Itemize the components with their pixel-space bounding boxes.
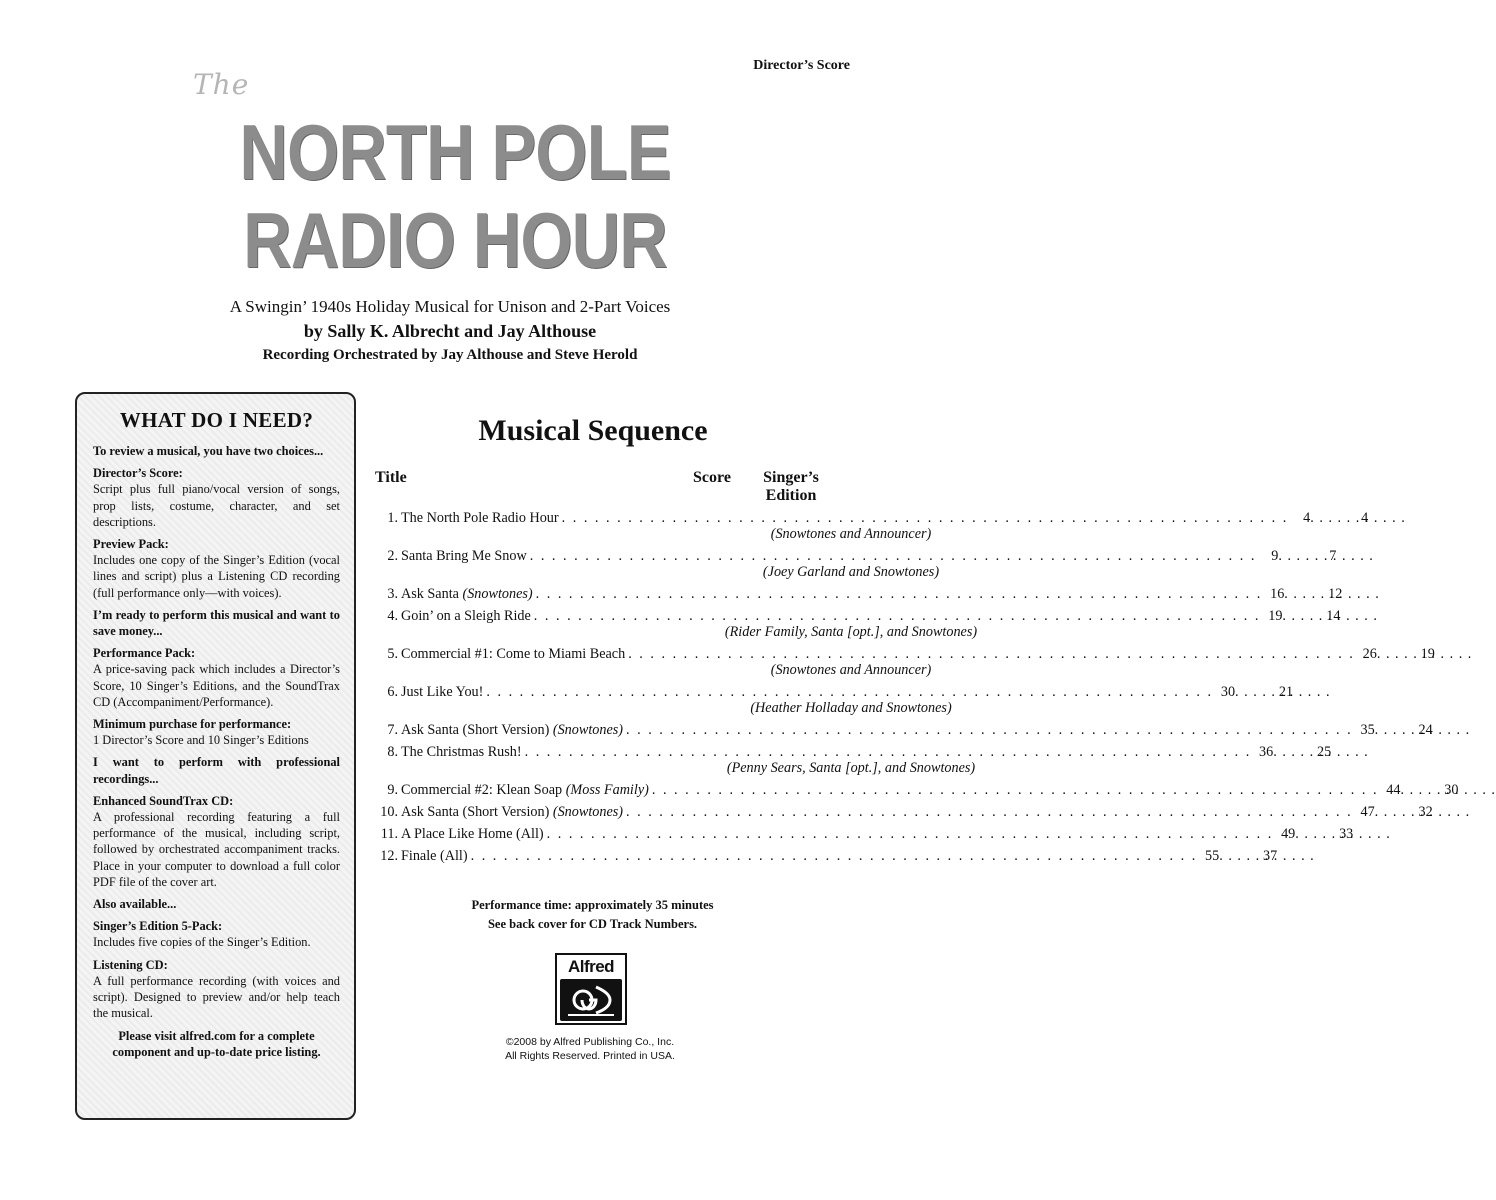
leader-dots — [559, 510, 1289, 526]
item-title — [398, 510, 559, 526]
item-credit: (Snowtones and Announcer) — [770, 662, 932, 678]
sequence-heading: Musical Sequence — [478, 414, 708, 447]
sequence-item — [375, 826, 1354, 842]
item-title — [398, 848, 468, 864]
leader-dots — [527, 548, 1257, 564]
preview-pack-text: Includes one copy of the Singer’s Edition (vocal lines and script) plus a Listening CD recording (full performance only—with voices). — [93, 553, 340, 600]
sequence-row — [375, 826, 1354, 842]
sequence-row — [375, 804, 1433, 820]
item-title-credit: (Snowtones) — [462, 586, 533, 602]
item-number: 9. — [387, 782, 398, 798]
item-singer-page: 32 — [1418, 804, 1433, 820]
directors-score-text: Script plus full piano/vocal version of songs, prop lists, costume, character, and set descriptions. — [93, 482, 340, 529]
sequence-item — [375, 608, 1341, 640]
item-title-text: Santa Bring Me Snow — [401, 548, 527, 564]
leader-dots — [649, 782, 1379, 798]
item-number: 12. — [380, 848, 398, 864]
leader-dots — [1278, 548, 1320, 564]
item-singer-page: 19 — [1420, 646, 1435, 662]
sequence-row — [375, 548, 1337, 564]
sequence-row — [375, 608, 1341, 624]
item-score-page: 47 — [1360, 804, 1375, 820]
sequence-item — [375, 722, 1433, 738]
sequence-row — [375, 646, 1435, 662]
item-score-page: 30 — [1220, 684, 1236, 700]
item-number: 7. — [387, 722, 398, 738]
sequence-list — [375, 510, 1459, 870]
column-singer-header: Singer’s Edition — [763, 469, 819, 504]
item-credit: (Snowtones and Announcer) — [770, 526, 932, 542]
sequence-item — [375, 684, 1294, 716]
minimum-purchase-text: 1 Director’s Score and 10 Singer’s Editions — [93, 733, 309, 748]
item-score-page: 44 — [1386, 782, 1401, 798]
item-score-page: 55 — [1205, 848, 1220, 864]
item-number: 10. — [380, 804, 398, 820]
performance-pack-heading: Performance Pack: — [93, 646, 196, 661]
what-do-i-need-box — [75, 392, 356, 1120]
item-number: 4. — [387, 608, 398, 624]
item-number: 1. — [387, 510, 398, 526]
enhanced-soundtrax-heading: Enhanced SoundTrax CD: — [93, 793, 234, 808]
item-title-text: Just Like You! — [401, 684, 484, 700]
sequence-item — [375, 548, 1337, 580]
leader-dots — [1219, 848, 1261, 864]
leader-dots — [1295, 826, 1337, 842]
leader-dots — [1375, 804, 1417, 820]
leader-dots — [625, 646, 1355, 662]
item-title — [398, 722, 623, 738]
sequence-row — [375, 684, 1294, 700]
column-title-header: Title — [375, 469, 407, 486]
sequence-row — [375, 510, 1369, 526]
item-credit: (Heather Holladay and Snowtones) — [750, 700, 952, 716]
leader-dots — [531, 608, 1261, 624]
item-title-text: A Place Like Home (All) — [401, 826, 544, 842]
item-title — [398, 782, 649, 798]
item-title-credit: (Snowtones) — [552, 804, 624, 820]
leader-dots — [1235, 684, 1277, 700]
leader-dots — [533, 586, 1263, 602]
leader-dots — [623, 722, 1353, 738]
item-score-page: 19 — [1268, 608, 1283, 624]
minimum-purchase-heading: Minimum purchase for performance: — [93, 717, 292, 732]
column-score-header: Score — [693, 469, 731, 486]
leader-dots — [468, 848, 1198, 864]
logo-wordmark: Alfred — [567, 957, 615, 976]
performance-time: Performance time: approximately 35 minutes — [471, 898, 714, 912]
leader-dots — [1282, 608, 1324, 624]
sequence-item — [375, 744, 1332, 776]
item-title-text: The North Pole Radio Hour — [401, 510, 559, 526]
item-title-text: Ask Santa (Short Version) — [401, 804, 550, 820]
item-number: 6. — [387, 684, 398, 700]
sequence-item — [375, 804, 1433, 820]
item-score-page: 16 — [1270, 586, 1285, 602]
title-line-2: RADIO HOUR — [243, 196, 667, 284]
corner-label: Director’s Score — [753, 58, 850, 73]
logo-emblem-icon — [560, 979, 622, 1021]
cd-track-note: See back cover for CD Track Numbers. — [487, 917, 698, 931]
copyright-line: ©2008 by Alfred Publishing Co., Inc. — [505, 1036, 675, 1048]
orchestration-credit: Recording Orchestrated by Jay Althouse and Steve Herold — [262, 347, 638, 363]
item-title — [398, 744, 522, 760]
ready-lead: I’m ready to perform this musical and want to save money... — [93, 607, 340, 639]
item-title — [398, 608, 531, 624]
item-title-credit: (Snowtones) — [552, 722, 624, 738]
item-singer-page: 21 — [1278, 684, 1294, 700]
item-title-text: Ask Santa — [401, 586, 459, 602]
item-title-text: The Christmas Rush! — [401, 744, 522, 760]
leader-dots — [1273, 744, 1315, 760]
item-title-credit: (Moss Family) — [565, 782, 649, 798]
leader-dots — [623, 804, 1353, 820]
listening-cd-heading: Listening CD: — [93, 957, 168, 972]
sequence-row — [375, 744, 1332, 760]
item-title-text: Goin’ on a Sleigh Ride — [401, 608, 531, 624]
sequence-row — [375, 586, 1343, 602]
item-score-page: 49 — [1281, 826, 1296, 842]
box-title: WHAT DO I NEED? — [119, 408, 314, 432]
title-the: The — [193, 68, 250, 101]
item-title — [398, 826, 544, 842]
leader-dots — [1284, 586, 1326, 602]
item-number: 8. — [387, 744, 398, 760]
sequence-row — [375, 722, 1433, 738]
rights-line: All Rights Reserved. Printed in USA. — [505, 1050, 675, 1062]
item-number: 11. — [380, 826, 398, 842]
item-title-text: Commercial #2: Klean Soap — [401, 782, 563, 798]
item-score-page: 35 — [1360, 722, 1375, 738]
item-title-text: Commercial #1: Come to Miami Beach — [401, 646, 626, 662]
item-number: 5. — [387, 646, 398, 662]
item-score-page: 36 — [1259, 744, 1274, 760]
listening-cd-text: A full performance recording (with voices and script). Designed to preview and/or help teach the musical. — [93, 973, 340, 1021]
item-score-page: 9 — [1271, 548, 1279, 564]
authors: by Sally K. Albrecht and Jay Althouse — [303, 321, 597, 341]
singers-pack-heading: Singer’s Edition 5-Pack: — [93, 919, 223, 934]
item-singer-page: 24 — [1418, 722, 1433, 738]
sequence-item — [375, 646, 1435, 678]
item-number: 2. — [387, 548, 398, 564]
enhanced-soundtrax-text: A professional recording featuring a full performance of the musical, including script, followed by orchestrated accompaniment tracks. Place in your computer to download a full color PDF file of the cover art. — [93, 810, 340, 889]
leader-dots — [1310, 510, 1352, 526]
item-singer-page: 30 — [1444, 782, 1459, 798]
leader-dots — [483, 684, 1213, 700]
performance-pack-text: A price-saving pack which includes a Director’s Score, 10 Singer’s Editions, and the SoundTrax CD (Accompaniment/Performance). — [93, 662, 340, 709]
item-number: 3. — [387, 586, 398, 602]
item-singer-page: 12 — [1328, 586, 1343, 602]
item-singer-page: 7 — [1329, 548, 1337, 564]
leader-dots — [544, 826, 1274, 842]
item-singer-page: 25 — [1317, 744, 1332, 760]
item-credit: (Penny Sears, Santa [opt.], and Snowtones) — [726, 760, 976, 776]
leader-dots — [1377, 646, 1419, 662]
sequence-item — [375, 782, 1459, 798]
item-title-text: Finale (All) — [401, 848, 468, 864]
preview-pack-heading: Preview Pack: — [93, 537, 169, 552]
subtitle: A Swingin’ 1940s Holiday Musical for Unison and 2-Part Voices — [229, 297, 671, 316]
leader-dots — [522, 744, 1252, 760]
visit-note: Please visit alfred.com for a complete component and up-to-date price listing. — [112, 1028, 321, 1059]
item-title — [398, 804, 623, 820]
item-score-page: 4 — [1303, 510, 1311, 526]
singers-pack-text: Includes five copies of the Singer’s Edition. — [93, 935, 311, 950]
sequence-row — [375, 782, 1459, 798]
item-credit: (Joey Garland and Snowtones) — [762, 564, 940, 580]
item-title — [398, 646, 625, 662]
item-credit: (Rider Family, Santa [opt.], and Snowtones) — [724, 624, 978, 640]
sequence-row — [375, 848, 1278, 864]
item-singer-page: 4 — [1361, 510, 1369, 526]
item-singer-page: 37 — [1263, 848, 1278, 864]
also-available-lead: Also available... — [93, 897, 177, 912]
box-intro: To review a musical, you have two choices... — [93, 444, 324, 458]
item-title — [398, 548, 527, 564]
title-line-1: NORTH POLE — [239, 108, 671, 196]
directors-score-heading: Director’s Score: — [93, 466, 183, 481]
professional-lead: I want to perform with professional recordings... — [93, 755, 340, 786]
leader-dots — [1375, 722, 1417, 738]
sequence-item — [375, 586, 1343, 602]
item-score-page: 26 — [1362, 646, 1377, 662]
alfred-logo — [555, 953, 627, 1025]
item-title — [398, 586, 533, 602]
item-title — [398, 684, 483, 700]
item-title-text: Ask Santa (Short Version) — [401, 722, 550, 738]
sequence-item — [375, 848, 1278, 864]
item-singer-page: 33 — [1339, 826, 1354, 842]
item-singer-page: 14 — [1326, 608, 1341, 624]
sequence-item — [375, 510, 1369, 542]
leader-dots — [1400, 782, 1442, 798]
